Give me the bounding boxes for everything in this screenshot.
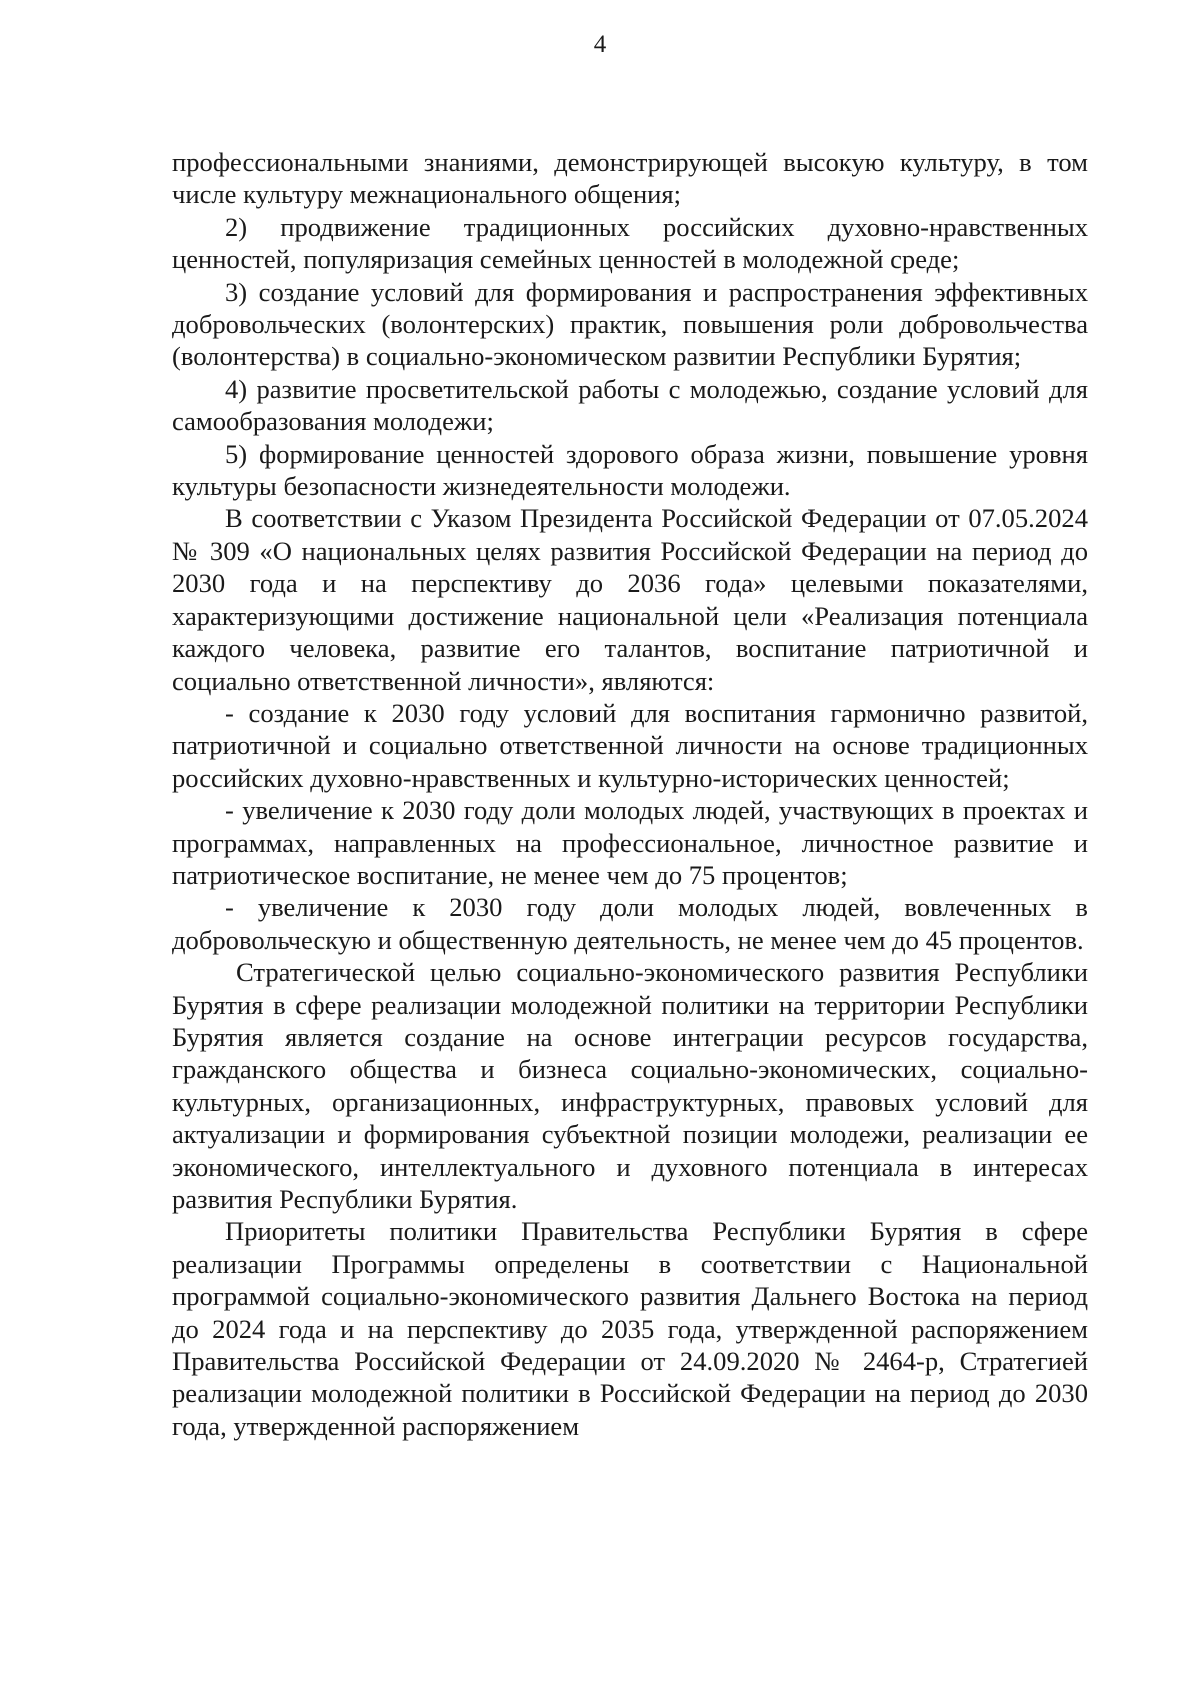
target-indicator-1: - создание к 2030 году условий для воспитания гармонично развитой, патриотичной и социально ответственной личности на основе традиционных российских духовно-нравственных и культурно-исторических ценностей; (172, 697, 1088, 793)
page-number: 4 (593, 31, 607, 58)
target-indicator-3: - увеличение к 2030 году доли молодых людей, вовлеченных в добровольческую и общественную деятельность, не менее чем до 45 процентов. (172, 892, 1088, 955)
list-item-4: 4) развитие просветительской работы с молодежью, создание условий для самообразования молодежи; (172, 373, 1088, 437)
document-body (172, 146, 1088, 1442)
target-indicator-2: - увеличение к 2030 году доли молодых людей, участвующих в проектах и программах, направленных на профессиональное, личностное развитие и патриотическое воспитание, не менее чем до 75 процентов; (172, 795, 1088, 890)
list-item-5: 5) формирование ценностей здорового образа жизни, повышение уровня культуры безопасности жизнедеятельности молодежи. (172, 438, 1088, 502)
paragraph-priorities: Приоритеты политики Правительства Республики Бурятия в сфере реализации Программы определены в соответствии с Национальной программой социально-экономического развития Дальнего Востока на период до 2024 года и на перспективу до 2035 года, утвержденной распоряжением Правительства Российской Федерации от 24.09.2020 № 2464-р, Стратегией реализации молодежной политики в Российской Федерации на период до 2030 года, утвержденной распоряжением (172, 1216, 1088, 1441)
list-item-2: 2) продвижение традиционных российских духовно-нравственных ценностей, популяризация семейных ценностей в молодежной среде; (172, 211, 1088, 275)
paragraph-strategic-goal: Стратегической целью социально-экономического развития Республики Бурятия в сфере реализации молодежной политики на территории Республики Бурятия является создание на основе интеграции ресурсов государства, гражданского общества и бизнеса социально-экономических, социально-культурных, организационных, инфраструктурных, правовых условий для актуализации и формирования субъектной позиции молодежи, реализации ее экономического, интеллектуального и духовного потенциала в интересах развития Республики Бурятия. (172, 957, 1088, 1214)
paragraph-continuation: профессиональными знаниями, демонстрирующей высокую культуру, в том числе культуру межнационального общения; (172, 147, 1088, 210)
paragraph-decree: В соответствии с Указом Президента Российской Федерации от 07.05.2024 № 309 «О национальных целях развития Российской Федерации на период до 2030 года и на перспективу до 2036 года» целевыми показателями, характеризующими достижение национальной цели «Реализация потенциала каждого человека, развитие его талантов, воспитание патриотичной и социально ответственной личности», являются: (172, 503, 1088, 696)
list-item-3: 3) создание условий для формирования и распространения эффективных добровольческих (волонтерских) практик, повышения роли добровольчества (волонтерства) в социально-экономическом развитии Республики Бурятия; (172, 276, 1088, 372)
